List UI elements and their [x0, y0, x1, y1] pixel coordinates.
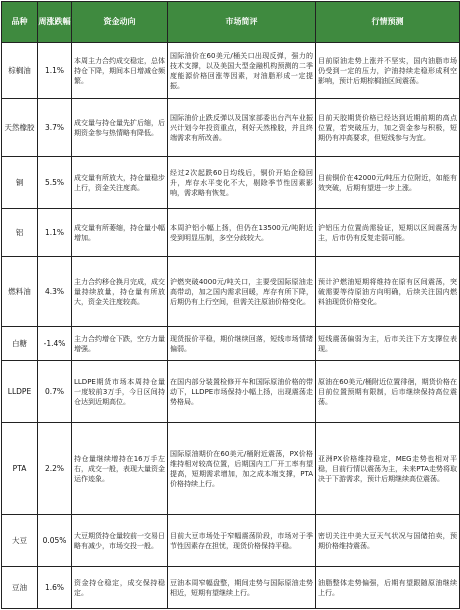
weekly-change: 1.6%	[38, 567, 72, 609]
table-row	[2, 515, 460, 567]
table-row	[2, 361, 460, 423]
outlook-text: 亚洲PX价格维持稳定，MEG走势也相对平稳，目前行情以震荡为主，未来PTA走势将取决于下游需求，预计后期继续高位震荡。	[316, 423, 460, 515]
table-row	[2, 567, 460, 609]
variety-name: 铜	[2, 157, 38, 209]
weekly-change: 1.1%	[38, 43, 72, 99]
weekly-change: -1.4%	[38, 327, 72, 361]
table-row	[2, 423, 460, 515]
variety-name: 豆油	[2, 567, 38, 609]
outlook-text: 短线震荡偏弱为主，后市关注下方支撑位表现。	[316, 327, 460, 361]
variety-name: 棕榈油	[2, 43, 38, 99]
weekly-change: 5.5%	[38, 157, 72, 209]
header-row	[2, 2, 460, 43]
market-review-text: 经过2次起跌60日均线后，铜价开始企稳回升，库存水平变化不大，剔除季节性因素影响，需求略有恢复。	[168, 157, 316, 209]
market-review-text: 国际原油期价在60美元/桶附近震荡，PX价格维持相对较高位置，后期国内工厂开工率有望提高，短期需求增加，加之成本端支撑，PTA价格持续上行。	[168, 423, 316, 515]
table-row	[2, 327, 460, 361]
variety-name: 白糖	[2, 327, 38, 361]
weekly-change: 1.1%	[38, 209, 72, 257]
market-review-text: 现货报价平稳，期价继续回落，短线市场情绪偏弱。	[168, 327, 316, 361]
variety-name: 天然橡胶	[2, 99, 38, 157]
fund-flow-text: 资金持仓稳定，成交保持稳定。	[72, 567, 168, 609]
fund-flow-text: 主力合约增仓下跌，空方力量增强。	[72, 327, 168, 361]
market-weekly-table	[1, 1, 460, 609]
variety-name: PTA	[2, 423, 38, 515]
fund-flow-text: LLDPE期货市场本周持仓量一度较前3万手，今日区间持仓达到近期高位。	[72, 361, 168, 423]
outlook-text: 油脂整体走势偏强，后期有望跟随原油继续上行。	[316, 567, 460, 609]
fund-flow-text: 大豆期货持仓量较前一交易日略有减少，市场交投一般。	[72, 515, 168, 567]
market-review-text: 豆油本周窄幅盘整，期间走势与国际原油走势相近，短期有望继续上行。	[168, 567, 316, 609]
header-outlook: 行情预测	[316, 2, 460, 43]
market-review-text: 沪燃突破4000元/吨关口，主要受国际原油走高带动，加之国内需求回暖，库存有所下降，后期仍有上行空间，但需关注原油价格变化。	[168, 257, 316, 327]
header-variety: 品种	[2, 2, 38, 43]
weekly-change: 4.3%	[38, 257, 72, 327]
weekly-change: 2.2%	[38, 423, 72, 515]
outlook-text: 目前天胶期货价格已经达到近期前期的高点位置，若突破压力，加之资金参与积极，短期仍有冲高要求，但短线参与为宜。	[316, 99, 460, 157]
outlook-text: 沪铝压力位置尚需验证，短期以区间震荡为主，后市仍有反复走弱可能。	[316, 209, 460, 257]
variety-name: LLDPE	[2, 361, 38, 423]
header-market-review: 市场简评	[168, 2, 316, 43]
table-header	[2, 2, 460, 43]
weekly-change: 0.05%	[38, 515, 72, 567]
table-row	[2, 157, 460, 209]
market-review-text: 国际油价在60美元/桶关口出现反弹，强力的技术支撑，以及美国大型金融机构预测的二季度能源价格回涨等因素，对油脂形成一定提振。	[168, 43, 316, 99]
fund-flow-text: 本周主力合约成交稳定，总体持仓下降，期间本日增减仓频繁。	[72, 43, 168, 99]
outlook-text: 原油在60美元/桶附近位置徘徊，期货价格在目前位置预期有限制，后市继续保持高位震荡。	[316, 361, 460, 423]
fund-flow-text: 主力合约移仓换月完成，成交量持续放量，持仓量有所放大，资金关注度较高。	[72, 257, 168, 327]
header-weekly-change: 周涨跌幅	[38, 2, 72, 43]
market-review-text: 在国内部分装置检修开车和国际原油价格的带动下，LLDPE市场保持小幅上扬，出现震荡走势格局。	[168, 361, 316, 423]
fund-flow-text: 成交量与持仓量先扩后缩，后期资金参与热情略有降低。	[72, 99, 168, 157]
fund-flow-text: 成交量有所放大，持仓量稳步上行，资金关注度高。	[72, 157, 168, 209]
outlook-text: 目前原油走势上涨并不坚实，国内油脂市场仍受到一定的压力，沪油持续走稳形成利空影响，预计后期棕榈油区间震荡。	[316, 43, 460, 99]
header-fund-flow: 资金动向	[72, 2, 168, 43]
table-row	[2, 257, 460, 327]
outlook-text: 目前铜价在42000元/吨压力位附近，如能有效突破，后期有望进一步上涨。	[316, 157, 460, 209]
variety-name: 铝	[2, 209, 38, 257]
market-review-text: 目前大豆市场处于窄幅震荡阶段，市场对于季节性因素存在担忧，现货价格保持平稳。	[168, 515, 316, 567]
fund-flow-text: 持仓量继续增持在16万手左右，成交一般，表现大量资金运作迹象。	[72, 423, 168, 515]
market-review-text: 本周沪铝小幅上扬，但仍在13500元/吨附近受到明显压制，多空分歧较大。	[168, 209, 316, 257]
market-review-text: 国际油价止跌反弹以及国家部委出台汽车业振兴计划今年投资重点，利好天然橡胶，并且终端需求有所改善。	[168, 99, 316, 157]
outlook-text: 预计沪燃油短期将维持在原有区间震荡，突破需要等待原油方向明确，后续关注国内燃料油现货价格变化。	[316, 257, 460, 327]
weekly-change: 3.7%	[38, 99, 72, 157]
variety-name: 大豆	[2, 515, 38, 567]
outlook-text: 密切关注中美大豆天气状况与国储拍卖，预期价格维持震荡。	[316, 515, 460, 567]
fund-flow-text: 成交量有所萎缩，持仓量小幅增加。	[72, 209, 168, 257]
table-row	[2, 99, 460, 157]
variety-name: 燃料油	[2, 257, 38, 327]
table-body	[2, 43, 460, 609]
weekly-change: 0.7%	[38, 361, 72, 423]
table-row	[2, 209, 460, 257]
table-row	[2, 43, 460, 99]
